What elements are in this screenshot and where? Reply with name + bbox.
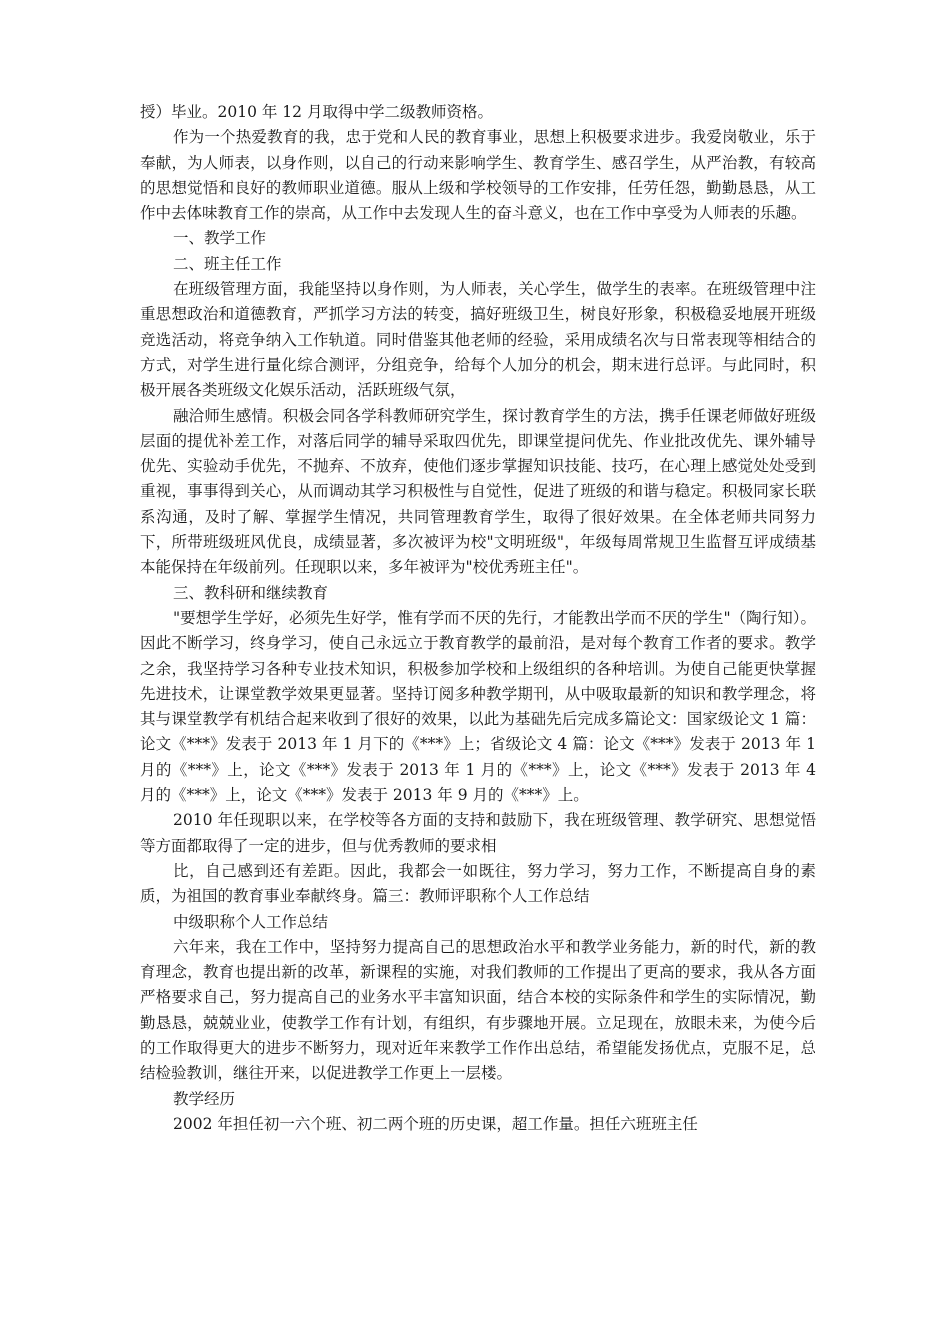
paragraph-progress: 2010 年任现职以来，在学校等各方面的支持和鼓励下，我在班级管理、教学研究、思想觉悟等方面都取得了一定的进步，但与优秀教师的要求相 <box>140 811 816 855</box>
paragraph-graduation: 授）毕业。2010 年 12 月取得中学二级教师资格。 <box>140 103 493 121</box>
paragraph-teacher-student: 融洽师生感情。积极会同各学科教师研究学生，探讨教育学生的方法，携手任课老师做好班级层面的提优补差工作，对落后同学的辅导采取四优先，即课堂提问优先、作业批改优先、课外辅导优先、实验动手优先，不抛弃、不放弃，使他们逐步掌握知识技能、技巧，在心理上感觉处处受到重视，事事得到关心，从而调动其学习积极性与自觉性，促进了班级的和谐与稳定。积极同家长联系沟通，及时了解、掌握学生情况，共同管理教育学生，取得了很好效果。在全体老师共同努力下，所带班级班风优良，成绩显著，多次被评为校"文明班级"，年级每周常规卫生监督互评成绩基本能保持在年级前列。任现职以来，多年被评为"校优秀班主任"。 <box>140 406 816 577</box>
heading-teaching-experience: 教学经历 <box>173 1089 236 1108</box>
paragraph-six-years: 六年来，我在工作中，坚持努力提高自己的思想政治水平和教学业务能力，新的时代，新的教育理念，教育也提出新的改革，新课程的实施，对我们教师的工作提出了更高的要求，我从各方面严格要求自己，努力提高自己的业务水平丰富知识面，结合本校的实际条件和学生的实际情况，勤勤恳恳，兢兢业业，使教学工作有计划，有组织，有步骤地开展。立足现在，放眼未来，为使今后的工作取得更大的进步不断努力，现对近年来教学工作作出总结，希望能发扬优点，克服不足，总结检验教训，继往开来，以促进教学工作更上一层楼。 <box>140 937 816 1083</box>
paragraph-commitment: 比，自己感到还有差距。因此，我都会一如既往，努力学习，努力工作，不断提高自身的素质，为祖国的教育事业奉献终身。篇三：教师评职称个人工作总结 <box>140 861 816 906</box>
heading-summary-title: 中级职称个人工作总结 <box>173 912 329 931</box>
heading-research-education: 三、教科研和继续教育 <box>173 583 329 602</box>
heading-class-teacher-work: 二、班主任工作 <box>173 254 282 273</box>
paragraph-continuous-learning: "要想学生学好，必须先生好学，惟有学而不厌的先行，才能教出学而不厌的学生"（陶行知）。因此不断学习，终身学习，使自己永远立于教育教学的最前沿，是对每个教育工作者的要求。教学之余，我坚持学习各种专业技术知识，积极参加学校和上级组织的各种培训。为使自己能更快掌握先进技术，让课堂教学效果更显著。坚持订阅多种教学期刊，从中吸取最新的知识和教学理念，将其与课堂教学有机结合起来收到了很好的效果，以此为基础先后完成多篇论文：国家级论文 1 篇：论文《***》发表于 2013 年 1 月下的《***》上；省级论文 4 篇：论文《***》发表于 2013 年 1 月的《***》上，论文《***》发表于 2013 年 1 月的《***》上，论文《***》发表于 2013 年 4 月的《***》上，论文《***》发表于 2013 年 9 月的《***》上。 <box>140 608 816 805</box>
heading-teaching-work: 一、教学工作 <box>173 229 267 248</box>
paragraph-dedication: 作为一个热爱教育的我，忠于党和人民的教育事业，思想上积极要求进步。我爱岗敬业，乐于奉献，为人师表，以身作则，以自己的行动来影响学生、教育学生、感召学生，从严治教，有较高的思想觉悟和良好的教师职业道德。服从上级和学校领导的工作安排，任劳任怨，勤勤恳恳，从工作中去体味教育工作的崇高，从工作中去发现人生的奋斗意义，也在工作中享受为人师表的乐趣。 <box>140 128 816 223</box>
document-page <box>140 100 816 1137</box>
paragraph-class-management: 在班级管理方面，我能坚持以身作则，为人师表，关心学生，做学生的表率。在班级管理中注重思想政治和道德教育，严抓学习方法的转变，搞好班级卫生，树良好形象，积极稳妥地展开班级竞选活动，将竞争纳入工作轨道。同时借鉴其他老师的经验，采用成绩名次与日常表现等相结合的方式，对学生进行量化综合测评，分组竞争，给每个人加分的机会，期末进行总评。与此同时，积极开展各类班级文化娱乐活动，活跃班级气氛， <box>140 280 816 400</box>
paragraph-2002: 2002 年担任初一六个班、初二两个班的历史课，超工作量。担任六班班主任 <box>173 1114 698 1133</box>
